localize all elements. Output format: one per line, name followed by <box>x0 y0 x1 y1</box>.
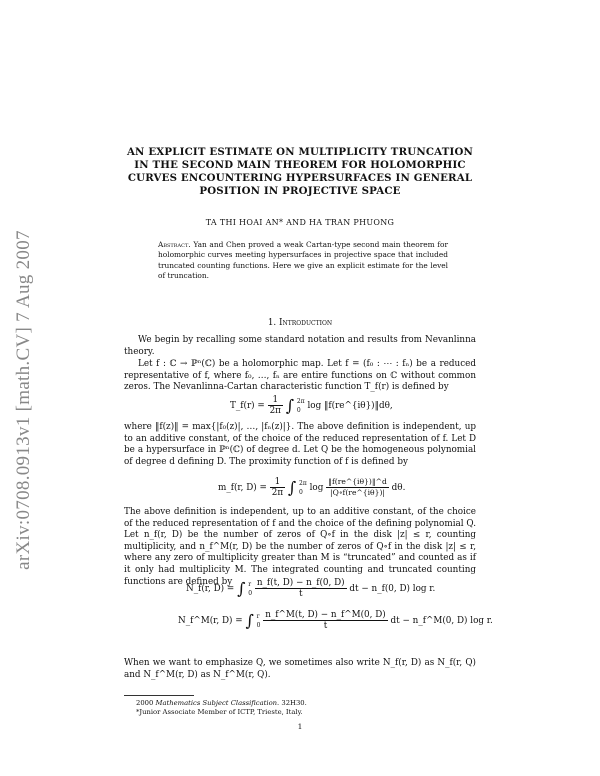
title-line: CURVES ENCOUNTERING HYPERSURFACES IN GENERAL <box>127 172 473 184</box>
eq-numerator: 1 <box>270 477 285 488</box>
arxiv-identifier: arXiv:0708.0913v1 [math.CV] 7 Aug 2007 <box>13 230 34 570</box>
eq-fraction <box>263 610 388 631</box>
upper-limit: r <box>256 612 260 620</box>
eq-fraction <box>326 477 389 498</box>
paragraph: The above definition is independent, up to an additive constant, of the choice of the reduced representation of f and the choice of the defining polynomial Q. Let n_f(r, D) be the number of zeros of Q∘f in the disk |z| ≤ r, counting multiplicity, and n_f^M(r, D) be the number of zeros of Q∘f in the disk |z| ≤ r, where any zero of multiplicity greater than M is “truncated” and counted as if it only had multiplicity M. The integrated counting and truncated counting functions are defined by <box>124 507 476 587</box>
eq-body: log ‖f(re^{iθ})‖dθ, <box>307 401 393 411</box>
section-heading <box>110 318 490 328</box>
integral-icon: ∫ <box>245 611 254 630</box>
equation-proximity-function <box>218 477 405 498</box>
lower-limit: 0 <box>296 406 301 414</box>
integral-limits <box>297 397 305 415</box>
eq-lhs: T_f(r) = <box>230 401 265 411</box>
eq-tail: dt − n_f^M(0, D) log r. <box>390 616 493 626</box>
integral-icon: ∫ <box>237 579 246 598</box>
eq-numerator: n_f(t, D) − n_f(0, D) <box>256 578 345 588</box>
equation-truncated-counting-function <box>178 610 493 631</box>
msc-code: 32H30. <box>281 699 307 707</box>
equation-characteristic-function <box>230 395 393 416</box>
lower-limit: 0 <box>248 589 253 597</box>
eq-numerator: ‖f(re^{iθ})‖^d <box>328 477 387 486</box>
eq-tail: dθ. <box>391 483 406 493</box>
eq-coefficient <box>270 477 285 498</box>
title-line: POSITION IN PROJECTIVE SPACE <box>199 185 401 197</box>
integral-icon: ∫ <box>285 396 295 415</box>
eq-fraction <box>255 578 347 599</box>
abstract-text: Yan and Chen proved a weak Cartan-type second main theorem for holomorphic curves meeting hypersurfaces in projective space that included truncated counting functions. Here we give an explicit estimate for the level of truncation. <box>158 240 448 281</box>
eq-coefficient <box>268 395 283 416</box>
footnote-msc <box>124 699 476 708</box>
upper-limit: r <box>248 580 252 588</box>
lower-limit: 0 <box>299 488 303 496</box>
section-number: 1. <box>267 318 277 328</box>
title-line: IN THE SECOND MAIN THEOREM FOR HOLOMORPHIC <box>134 159 466 171</box>
section-title: Introduction <box>279 318 333 328</box>
eq-tail: dt − n_f(0, D) log r. <box>349 584 436 594</box>
arxiv-sidebar-stamp <box>6 180 42 620</box>
eq-denominator: t <box>323 621 328 631</box>
abstract-label: Abstract. <box>158 240 191 249</box>
page-number: 1 <box>297 722 303 731</box>
integral-icon: ∫ <box>287 478 297 497</box>
eq-denominator: 2π <box>269 406 281 416</box>
integral-limits <box>248 580 252 598</box>
eq-lhs: m_f(r, D) = <box>218 483 267 493</box>
footnote-affiliation: *Junior Associate Member of ICTP, Trieste, Italy. <box>136 708 303 717</box>
paragraph: We begin by recalling some standard notation and results from Nevanlinna theory. <box>124 335 476 357</box>
footnote-rule <box>124 695 194 696</box>
eq-numerator: 1 <box>268 395 283 406</box>
eq-denominator: t <box>298 589 303 599</box>
eq-log: log <box>309 483 324 493</box>
eq-numerator: n_f^M(t, D) − n_f^M(0, D) <box>265 610 386 620</box>
eq-lhs: N_f(r, D) = <box>186 584 235 594</box>
eq-denominator: 2π <box>271 488 284 498</box>
integral-limits <box>299 479 307 497</box>
eq-lhs: N_f^M(r, D) = <box>178 616 243 626</box>
title-line: AN EXPLICIT ESTIMATE ON MULTIPLICITY TRUNCATION <box>126 146 474 158</box>
upper-limit: 2π <box>299 479 307 487</box>
integral-limits <box>257 612 261 630</box>
paragraph: where ‖f(z)‖ = max{|f₀(z)|, …, |fₙ(z)|}. The above definition is independent, up to an additive constant, of the choice of the reduced representation of f. Let D be a hypersurface in ℙⁿ(ℂ) of degree d. Let Q be the homogeneous polynomial of degree d defining D. The proximity function of f is defined by <box>124 422 476 467</box>
author-line: TA THI HOAI AN* AND HA TRAN PHUONG <box>205 218 395 227</box>
lower-limit: 0 <box>256 621 261 629</box>
paper-title <box>110 146 490 198</box>
equation-counting-function <box>186 578 435 599</box>
eq-denominator: |Q∘f(re^{iθ})| <box>330 488 385 497</box>
footnotes <box>124 699 476 718</box>
msc-year: 2000 <box>136 699 154 707</box>
paragraph: When we want to emphasize Q, we sometimes also write N_f(r, D) as N_f(r, Q) and N_f^M(r, D) as N_f^M(r, Q). <box>124 658 476 680</box>
abstract-block <box>158 240 448 282</box>
paragraph: Let f : ℂ → ℙⁿ(ℂ) be a holomorphic map. Let f = (f₀ : ⋯ : fₙ) be a reduced representative of f, where f₀, …, fₙ are entire functions on ℂ without common zeros. The Nevanlinna-Cartan characteristic function T_f(r) is defined by <box>124 359 476 393</box>
upper-limit: 2π <box>296 397 305 405</box>
msc-label: Mathematics Subject Classification. <box>155 699 280 707</box>
